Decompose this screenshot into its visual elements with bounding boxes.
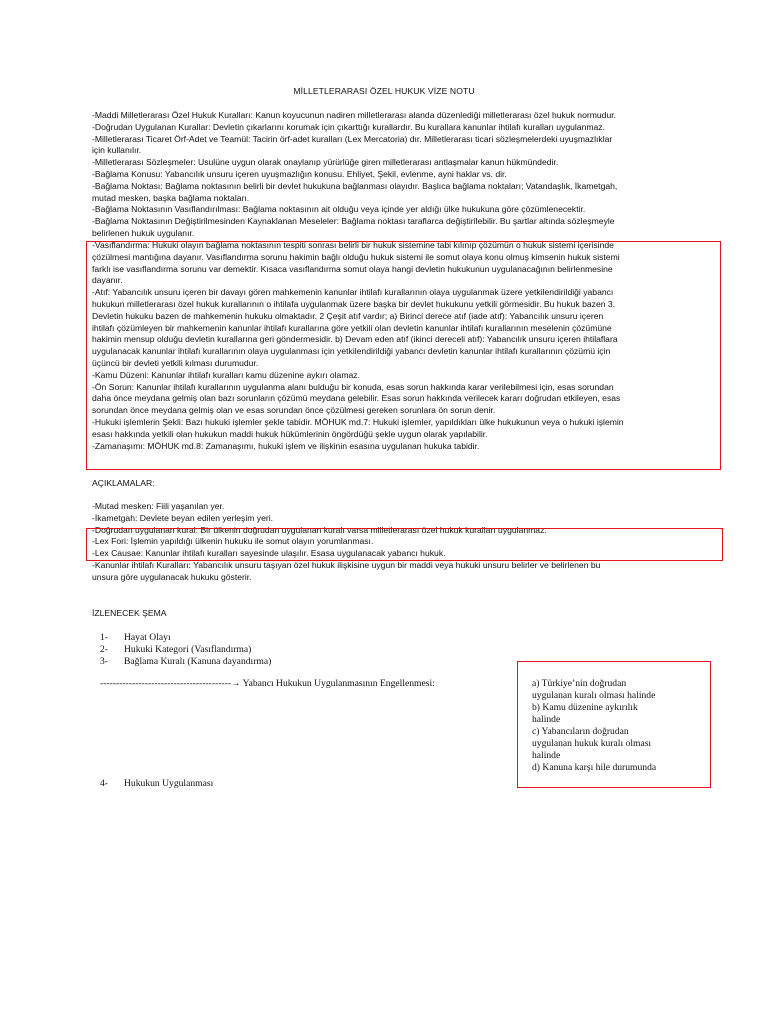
explanation-line: -Kanunlar ihtilafı Kuralları: Yabancılık unsuru taşıyan özel hukuk ilişkisine uygun bir maddi veya hukuki unsuru belirler ve belirlenen bu [92,559,601,570]
schema-heading: İZLENECEK ŞEMA [92,608,167,618]
explanations-heading: AÇIKLAMALAR: [92,478,155,488]
definition-line: mutad mesken, başka bağlama noktaları. [92,192,250,203]
explanation-line: -Lex Fori: İşlemin yapıldığı ülkenin hukuku ile somut olayın yorumlanması. [92,536,374,547]
schema-step-label: Hayat Olayı [124,632,171,643]
schema-step-number: 1- [100,632,108,643]
definition-line: -Doğrudan Uygulanan Kurallar: Devletin çıkarlarını korumak için çıkarttığı kurallardır. Bu kurallara kanunlar ihtilafı kuralları uygulanmaz. [92,121,605,132]
definition-line: -Bağlama Noktası: Bağlama noktasının belirli bir devlet hukukuna bağlanması olayıdır. Başlıca bağlama noktaları; Vatandaşlık, İkametgah, [92,180,618,191]
boxed-line: -Ön Sorun: Kanunlar ihtilafı kurallarının uygulanma alanı bulduğu bir konuda, esas sorun hakkında karar verilebilmesi için, esas sorundan [92,381,614,392]
boxed-line: farklı ise vasıflandırma sorunu var demektir. Kısaca vasıflandırma somut olaya hangi devletin hukukunun uygulanacağının belirlenmesine [92,263,613,274]
boxed-line: dayanır. [92,275,123,286]
boxed-line: esası hakkında yetkili olan hukukun maddi hukuk hükümlerinin öngördüğü şekle uygun olarak yapılabilir. [92,428,488,439]
obstacle-line: d) Kanuna karşı hile durumunda [532,762,657,773]
definition-line: -Maddi Milletlerarası Özel Hukuk Kuralları: Kanun koyucunun nadiren milletlerarası alanda düzenlediği milletlerarası özel hukuk normudur. [92,110,617,120]
boxed-line: sorundan önce meydana gelmiş olan ve esas sorundan önce çözülmesi gereken sorunlara ön sorun denir. [92,405,496,416]
obstacle-line: halinde [532,750,561,761]
explanation-line: -Doğrudan uygulanan kural: Bir ülkenin doğrudan uygulanan kuralı varsa milletlerarası özel hukuk kuralları uygulanmaz. [92,524,547,535]
schema-step-number: 3- [100,656,108,667]
schema-step-label: Hukuki Kategori (Vasıflandırma) [124,644,252,655]
obstacle-line: c) Yabancıların doğrudan [532,726,629,737]
explanation-line: unsura göre uygulanacak hukuku gösterir. [92,571,252,582]
boxed-line: üçüncü bir devleti yetkili kılması durumudur. [92,357,259,368]
boxed-line: hukukun milletlerarası özel hukuk kurallarının o ihtilafa uygulanmak üzere başka bir devlet hukukunu yetkili görmesidir. Bu hukuk bazen 3. [92,298,616,309]
definition-line: -Milletlerarası Ticaret Örf-Adet ve Teamül: Tacirin örf-adet kuralları (Lex Mercatoria) dır. Milletlerarası ticari sözleşmelerdeki uyuşmazlıklar [92,133,613,144]
boxed-line: çözülmesi mantığına dayanır. Vasıflandırma sorunu hakimin bağlı olduğu hukuk sistemi ile somut olaya konu olmuş kimsenin hukuk sistemi [92,251,620,262]
explanation-line: -İkametgah: Devlete beyan edilen yerleşim yeri. [92,512,274,523]
boxed-definitions-list [92,240,677,452]
schema-step [100,778,213,790]
boxed-line: -Hukuki işlemlerin Şekli: Bazı hukuki işlemler şekle tabidir. MÖHUK md.7: Hukuki işlemler, yapıldıkları ülke hukukunun veya o hukuki işlemin [92,416,624,427]
definition-line: -Milletlerarası Sözleşmeler: Usulüne uygun olarak onaylanıp yürürlüğe giren milletlerarası antlaşmalar kanun hükmündedir. [92,157,559,168]
obstacle-line: uygulanan kuralı olması halinde [532,690,656,701]
boxed-line: uygulanacak kanunlar ihtilafı kurallarının olaya uygulanması için yetkilendirildiği yabancı devletin kanunlar ihtilafı kurallarının çözümü için [92,346,611,357]
boxed-line: -Vasıflandırma: Hukuki olayın bağlama noktasının tespiti sonrası belirli bir hukuk sistemine tabi kılınıp çözümün o hukuk sistemi içerisinde [92,240,614,250]
definition-line: -Bağlama Noktasının Değiştirilmesinden Kaynaklanan Meseleler: Bağlama noktası taraflarca değiştirilebilir. Bu şartlar altında sözleşmeyle [92,216,615,227]
definition-line: -Bağlama Konusu: Yabancılık unsuru içeren uyuşmazlığın konusu. Ehliyet, Şekil, evlenme, ayni haklar vs. dir. [92,168,507,179]
highlight-box [86,528,723,561]
explanation-line: -Mutad mesken: Fiili yaşanılan yer. [92,501,225,511]
schema-step [100,644,251,656]
schema-step-number: 2- [100,644,108,655]
schema-step-number: 4- [100,778,108,789]
obstacles-list [532,678,712,774]
definitions-list [92,110,677,240]
schema-step [100,656,271,668]
obstacle-line: uygulanan hukuk kuralı olması [532,738,652,749]
boxed-line: -Kamu Düzeni: Kanunlar ihtilafı kuralları kamu düzenine aykırı olamaz. [92,369,360,380]
definition-line: -Bağlama Noktasının Vasıflandırılması: Bağlama noktasının ait olduğu veya içinde yer aldığı ülke hukukuna göre çözümlenecektir. [92,204,586,215]
boxed-line: -Zamanaşımı: MÖHUK md.8: Zamanaşımı, hukuki işlem ve ilişkinin esasına uygulanan hukuka tabidir. [92,440,480,451]
page-title: MİLLETLERARASI ÖZEL HUKUK VİZE NOTU [293,86,475,96]
obstacle-line: b) Kamu düzenine aykırılık [532,702,638,713]
boxed-line: ihtilafı çözümleyen bir mahkemenin kanunlar ihtilafı kurallarına göre yetkili olan devletin kanunlar ihtilafı kurallarının meselenin çözümüne [92,322,612,333]
boxed-line: daha önce meydana gelmiş olan bazı sorunların çözümü meydana gelebilir. Esas sorun hakkında verilecek kararı doğrudan etkileyen, esas [92,393,621,404]
schema-step [100,632,171,644]
schema-step-label: Hukukun Uygulanması [124,778,214,789]
obstacle-arrow-line: -----------------------------------------→ Yabancı Hukukun Uygulanmasının Engellenmesi: [100,678,435,689]
explanation-line: -Lex Causae: Kanunlar ihtilafı kuralları sayesinde ulaşılır. Esasa uygulanacak yabancı hukuk. [92,548,446,559]
obstacle-line: halinde [532,714,561,725]
schema-step-label: Bağlama Kuralı (Kanuna dayandırma) [124,656,272,667]
boxed-line: Devletin hukuku bazen de mahkemenin hukuku olmaktadır. 2 Çeşit atıf vardır; a) Birinci derece atıf (iade atıf): Yabancılık unsuru içeren [92,310,604,321]
definition-line: için kullanılır. [92,145,142,156]
definition-line: belirlenen hukuk uygulanır. [92,227,195,238]
boxed-line: -Atıf: Yabancılık unsuru içeren bir davayı gören mahkemenin kanunlar ihtilafı kurallarının olaya uygulanmak üzere yetkilendirildiği yabancı [92,287,614,298]
obstacle-line: a) Türkiye’nin doğrudan [532,678,627,689]
boxed-line: hakimin mensup olduğu devletin kurallarına geri göndermesidir. b) Devam eden atıf (ikinci dereceli atıf): Yabancılık unsuru içeren ihtilaflara [92,334,618,345]
